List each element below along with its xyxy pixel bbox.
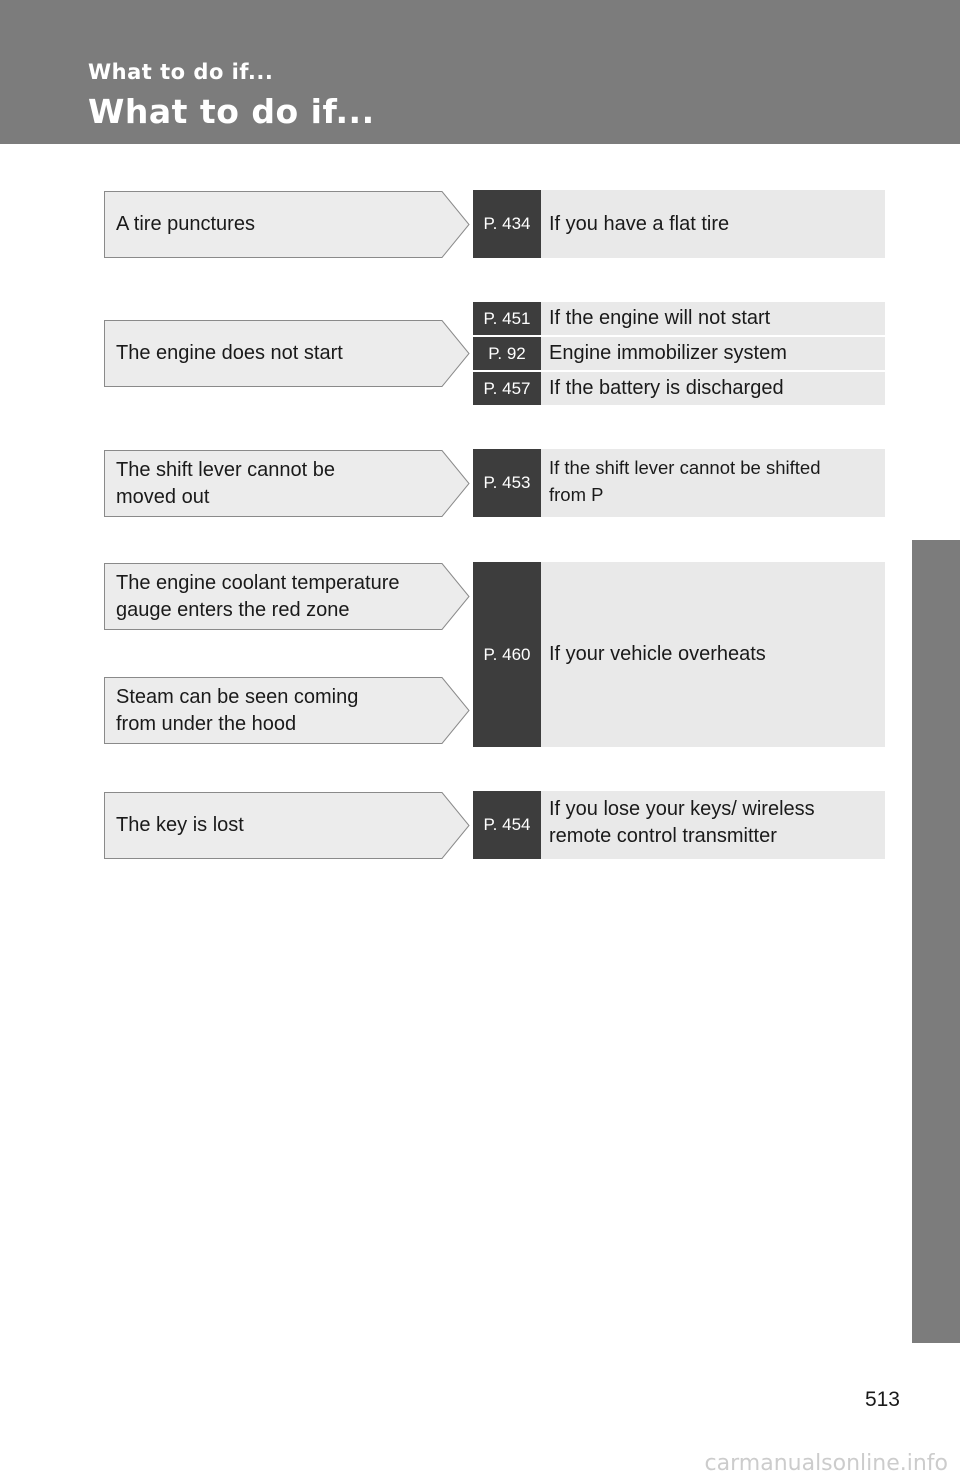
symptom-coolant-temperature	[104, 563, 470, 630]
symptom-key-lost	[104, 792, 470, 859]
symptom-text: The key is lost	[116, 814, 244, 836]
page-number: 513	[864, 1388, 900, 1411]
page-ref-457[interactable]: P. 457	[473, 372, 541, 405]
action-shift-lever[interactable]: If the shift lever cannot be shifted from P	[541, 449, 885, 517]
symptom-text: The engine does not start	[116, 342, 343, 364]
action-battery-discharged[interactable]: If the battery is discharged	[541, 372, 885, 405]
action-engine-will-not-start[interactable]: If the engine will not start	[541, 302, 885, 335]
symptom-steam-from-hood	[104, 677, 470, 744]
section-subtitle: What to do if...	[88, 60, 274, 84]
symptom-text: Steam can be seen coming from under the hood	[116, 685, 359, 735]
symptom-shift-lever	[104, 450, 470, 517]
symptom-engine-not-start	[104, 320, 470, 387]
page-ref-92[interactable]: P. 92	[473, 337, 541, 370]
action-lose-keys[interactable]: If you lose your keys/ wireless remote control transmitter	[541, 791, 885, 859]
symptom-tire-punctures	[104, 191, 470, 258]
symptom-text: The engine coolant temperature gauge enters the red zone	[116, 571, 400, 621]
page-ref-454[interactable]: P. 454	[473, 791, 541, 859]
action-flat-tire[interactable]: If you have a flat tire	[541, 190, 885, 258]
page-ref-434[interactable]: P. 434	[473, 190, 541, 258]
page-title: What to do if...	[88, 92, 375, 131]
symptom-text: The shift lever cannot be moved out	[116, 458, 336, 508]
action-immobilizer-system[interactable]: Engine immobilizer system	[541, 337, 885, 370]
action-vehicle-overheats[interactable]: If your vehicle overheats	[541, 562, 885, 747]
page-ref-453[interactable]: P. 453	[473, 449, 541, 517]
symptom-text: A tire punctures	[116, 213, 255, 235]
header-bar	[0, 0, 960, 144]
page-ref-451[interactable]: P. 451	[473, 302, 541, 335]
page-ref-460[interactable]: P. 460	[473, 562, 541, 747]
chapter-side-tab	[912, 540, 960, 1343]
watermark: carmanualsonline.info	[704, 1451, 948, 1476]
